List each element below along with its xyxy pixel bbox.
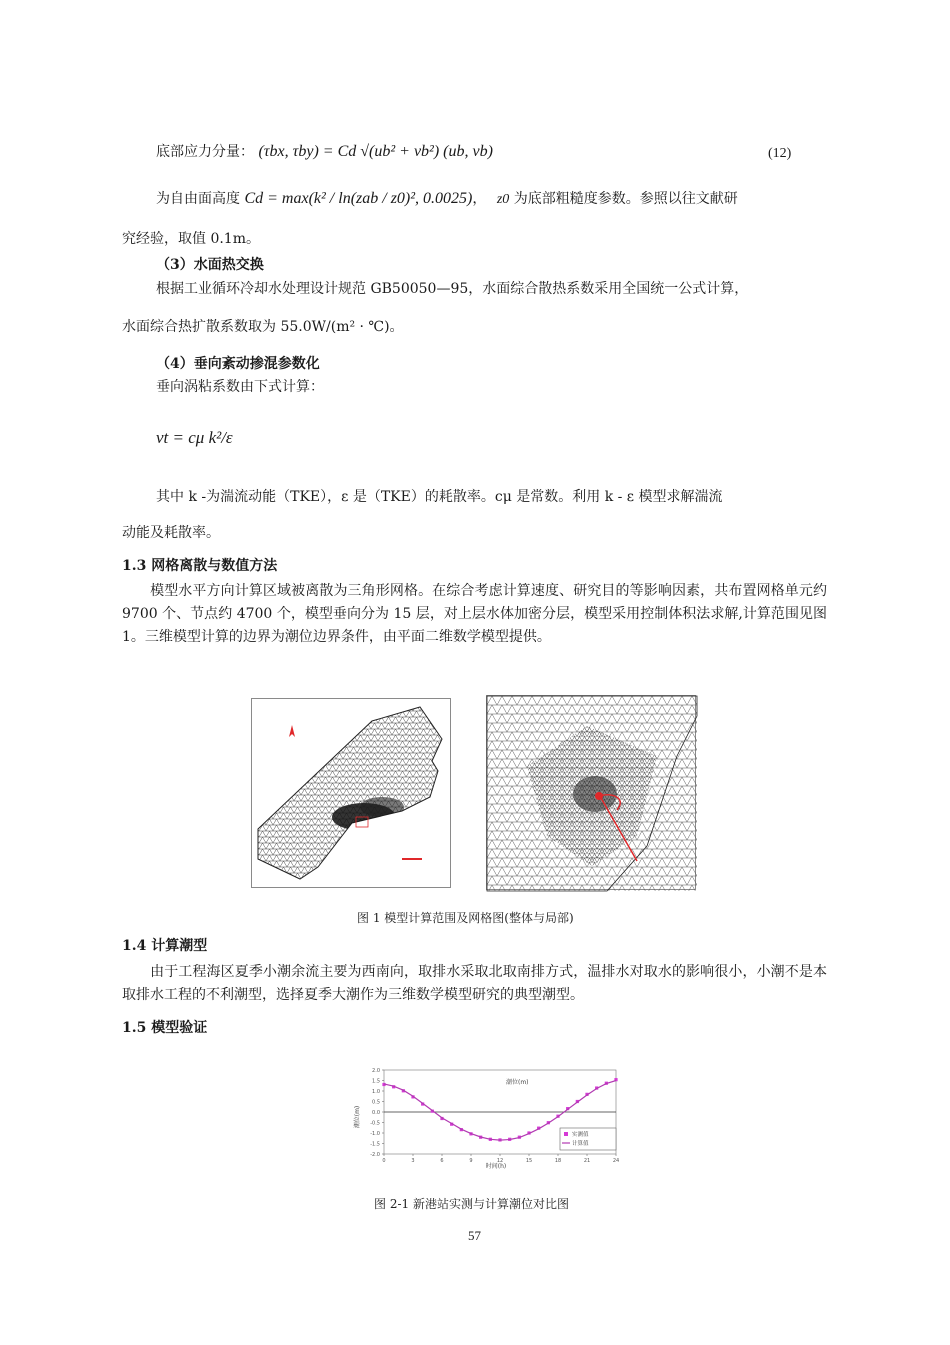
cd-suffix: 为底部粗糙度参数。参照以往文献研 — [513, 191, 738, 207]
s3-line2: 水面综合热扩散系数取为 55.0W/(m² · ℃)。 — [122, 319, 404, 335]
legend-label-measured: 实测值 — [572, 1132, 589, 1138]
eq12-label: 底部应力分量： — [156, 144, 254, 160]
y-tick-label: -1.5 — [370, 1141, 380, 1148]
sec13-text: 模型水平方向计算区域被离散为三角形网格。在综合考虑计算速度、研究目的等影响因素，共布置网格单元约 9700 个、节点约 4700 个，模型垂向分为 15 层，对上层水体加密分层，模型采用控制体积法求解,计算范围见图 1。三维模型计算的边界为潮位边界条件，由平面二维数学模型提供。 — [122, 583, 827, 645]
figure2-caption: 图 2-1 新港站实测与计算潮位对比图 — [374, 1197, 569, 1211]
y-tick-label: 1.0 — [372, 1089, 380, 1095]
local-mesh-svg — [487, 696, 697, 891]
sec13-heading: 1.3 网格离散与数值方法 — [122, 558, 278, 574]
figure1-caption: 图 1 模型计算范围及网格图(整体与局部) — [357, 911, 574, 925]
s4-explain2: 动能及耗散率。 — [122, 525, 220, 541]
s3-heading: （3）水面热交换 — [156, 257, 264, 273]
sec14-body — [122, 961, 827, 1007]
cd-formula: Cd = max(k² / ln(zab / z0)², 0.0025) — [244, 190, 473, 207]
figure1-local-mesh — [486, 695, 696, 890]
s4-heading: （4）垂向紊动掺混参数化 — [156, 356, 320, 372]
x-tick-label: 15 — [525, 1158, 533, 1164]
eq12-formula: (τbx, τby) = Cd √(ub² + vb²) (ub, vb) — [258, 143, 493, 160]
x-tick-label: 12 — [496, 1158, 504, 1164]
y-tick-label: 0.5 — [372, 1099, 380, 1106]
x-tick-label: 0 — [382, 1158, 386, 1164]
cd-prefix: 为自由面高度 — [156, 191, 240, 207]
overall-mesh-svg — [252, 699, 452, 889]
sec14-text: 由于工程海区夏季小潮余流主要为西南向，取排水采取北取南排方式，温排水对取水的影响很小，小潮不是本取排水工程的不利潮型，选择夏季大潮作为三维数学模型研究的典型潮型。 — [122, 964, 827, 1003]
y-tick-label: -2.0 — [370, 1152, 380, 1158]
x-tick-label: 21 — [583, 1158, 591, 1164]
x-tick-label: 3 — [411, 1158, 415, 1164]
cd-line: 为自由面高度 Cd = max(k² / ln(zab / z0)², 0.0025)， z0 为底部粗糙度参数。参照以往文献研 — [156, 190, 738, 207]
tide-chart-svg — [356, 1062, 624, 1170]
page-number: 57 — [468, 1228, 481, 1243]
chart-ylabel: 潮位(m) — [354, 1105, 361, 1129]
sec13-body — [122, 580, 827, 649]
x-tick-label: 24 — [612, 1158, 620, 1164]
y-tick-label: -1.0 — [370, 1131, 380, 1137]
z0-symbol: z0 — [496, 192, 510, 207]
s4-formula: νt = cμ k²/ε — [156, 428, 233, 447]
x-tick-label: 18 — [554, 1158, 562, 1164]
legend-swatch-measured — [564, 1132, 568, 1136]
s4-intro: 垂向涡粘系数由下式计算： — [156, 379, 324, 395]
y-tick-label: 1.5 — [372, 1078, 380, 1085]
x-tick-label: 6 — [440, 1158, 444, 1164]
north-arrow-icon — [289, 725, 295, 737]
chart-title: 潮位(m) — [506, 1079, 529, 1086]
x-tick-label: 9 — [469, 1158, 473, 1164]
s4-explain1: 其中 k -为湍流动能（TKE），ε 是（TKE）的耗散率。cμ 是常数。利用 k - ε 模型求解湍流 — [156, 489, 723, 505]
cd-cont: 究经验，取值 0.1m。 — [122, 231, 260, 247]
y-tick-label: 0.0 — [372, 1110, 380, 1116]
legend-label-computed: 计算值 — [572, 1141, 589, 1147]
s3-line1: 根据工业循环冷却水处理设计规范 GB50050—95，水面综合散热系数采用全国统一公式计算， — [156, 281, 749, 297]
sec15-heading: 1.5 模型验证 — [122, 1020, 208, 1036]
figure1-overall-mesh — [251, 698, 451, 888]
eq12-line — [156, 142, 493, 162]
sec14-heading: 1.4 计算潮型 — [122, 938, 208, 954]
y-tick-label: -0.5 — [370, 1120, 380, 1127]
tide-chart — [356, 1062, 624, 1170]
chart-legend — [560, 1128, 616, 1150]
eq12-number: (12) — [768, 146, 792, 161]
y-tick-label: 2.0 — [372, 1068, 380, 1074]
chart-xlabel: 时间(h) — [485, 1163, 507, 1170]
